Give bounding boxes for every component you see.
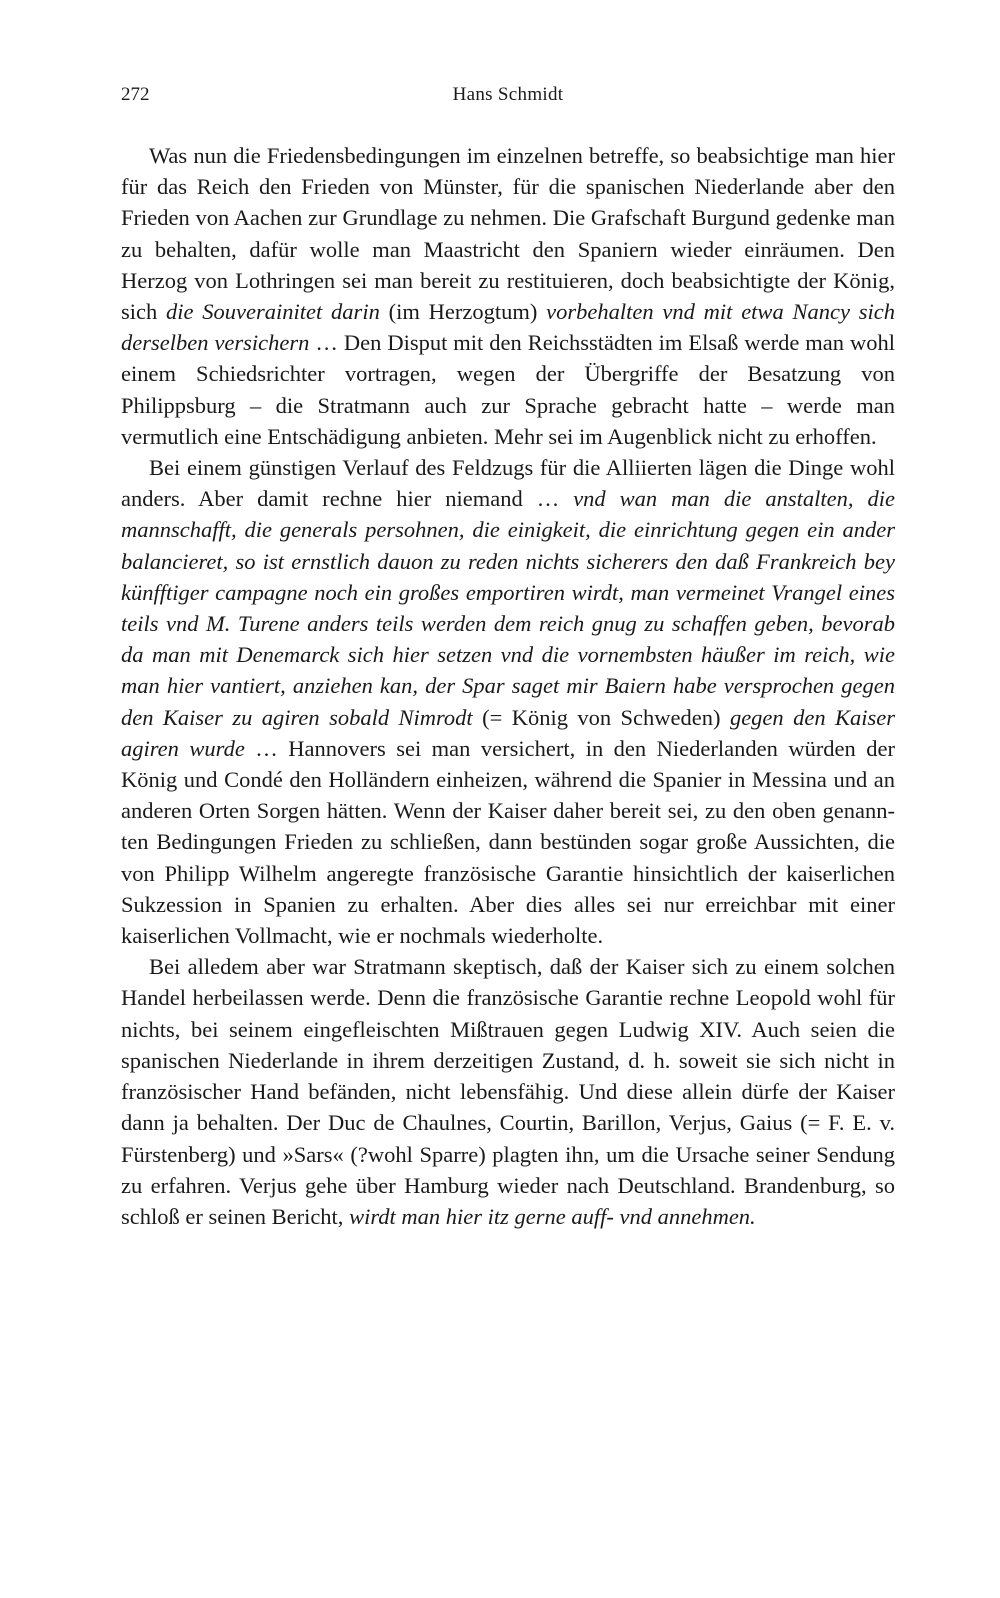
page-number: 272 [121,84,150,105]
paragraph [121,951,895,1232]
text-segment: (im Herzogtum) [379,299,547,325]
text-segment: Bei einem günstigen Verlauf des Feldzugs für die Alliierten lägen die Dinge wohl anders. Aber damit rechne hier niemand … [121,455,895,512]
running-title: Hans Schmidt [452,84,564,105]
text-segment: (= König von Schweden) [472,704,730,730]
paragraph [121,140,895,452]
italic-quotation: gegen den Kaiser agiren wurde [121,704,895,761]
running-head [121,84,895,114]
text-segment: … Hannovers sei man versichert, in den Niederlanden würden der König und Condé den Holländern einheizen, während die Spanier in Messina und an anderen Orten Sorgen hätten. Wenn der Kaiser daher bereit sei, zu den oben genannten Bedingungen Frieden zu schließen, dann bestünden sogar große Aussichten, die von Philipp Wilhelm angeregte französische Garantie hinsichtlich der kaiserlichen Sukzession in Spanien zu erhalten. Aber dies alles sei nur erreichbar mit einer kaiserlichen Vollmacht, wie er nochmals wiederholte. [121,735,896,949]
italic-quotation: vnd wan man die anstalten, die mannschafft, die generals persohnen, die einigkeit, die einrichtung gegen ein ander balancieret, so ist ernstlich dauon zu reden nichts sicherers den daß Frankreich bey künfftiger campagne noch ein großes emportiren wirdt, man vermeinet Vrangel eines teils vnd M. Turene anders teils werden dem reich gnug zu schaffen geben, bevorab da man mit Denemarck sich hier setzen vnd die vornembsten häußer im reich, wie man hier vantiert, anziehen kan, der Spar saget mir Baiern habe versprochen gegen den Kaiser zu agiren sobald Nimrodt [121,486,895,730]
paragraph [121,452,895,951]
italic-quotation: vorbehalten vnd mit etwa Nancy sich derselben versichern [121,299,895,356]
text-segment: … Den Disput mit den Reichsstädten im Elsaß werde man wohl einem Schiedsrichter vortragen, wegen der Übergriffe der Besatzung von Philippsburg – die Stratmann auch zur Sprache gebracht hatte – werde man vermutlich eine Entschädigung anbieten. Mehr sei im Augenblick nicht zu erhoffen. [121,330,895,449]
text-segment: Was nun die Friedensbedingungen im einzelnen betreffe, so beabsichtige man hier für das Reich den Frieden von Münster, für die spanischen Niederlande aber den Frieden von Aachen zur Grundlage zu nehmen. Die Grafschaft Burgund gedenke man zu behalten, dafür wolle man Maastricht den Spaniern wieder einräumen. Den Herzog von Lothringen sei man bereit zu restituieren, doch beabsichtigte der König, sich [121,143,895,325]
book-page [121,84,895,1232]
text-segment: Bei alledem aber war Stratmann skeptisch, daß der Kaiser sich zu einem solchen Handel herbeilassen werde. Denn die französische Garantie rechne Leopold wohl für nichts, bei seinem eingefleischten Mißtrauen gegen Ludwig XIV. Auch seien die spanischen Niederlande in ihrem derzeitigen Zustand, d. h. soweit sie sich nicht in französischer Hand befänden, nicht lebensfähig. Und diese allein dürfe der Kaiser dann ja behalten. Der Duc de Chaulnes, Courtin, Barillon, Verjus, Gaius (= F. E. v. Fürstenberg) und »Sars« (?wohl Sparre) plagten ihn, um die Ursache seiner Sendung zu erfahren. Verjus gehe über Hamburg wieder nach Deutschland. Brandenburg, so schloß er seinen Bericht, [121,954,895,1229]
italic-quotation: wirdt man hier itz gerne auff- vnd annehmen. [349,1203,756,1229]
body-text [121,140,895,1232]
italic-quotation: die Souverainitet darin [166,299,380,325]
